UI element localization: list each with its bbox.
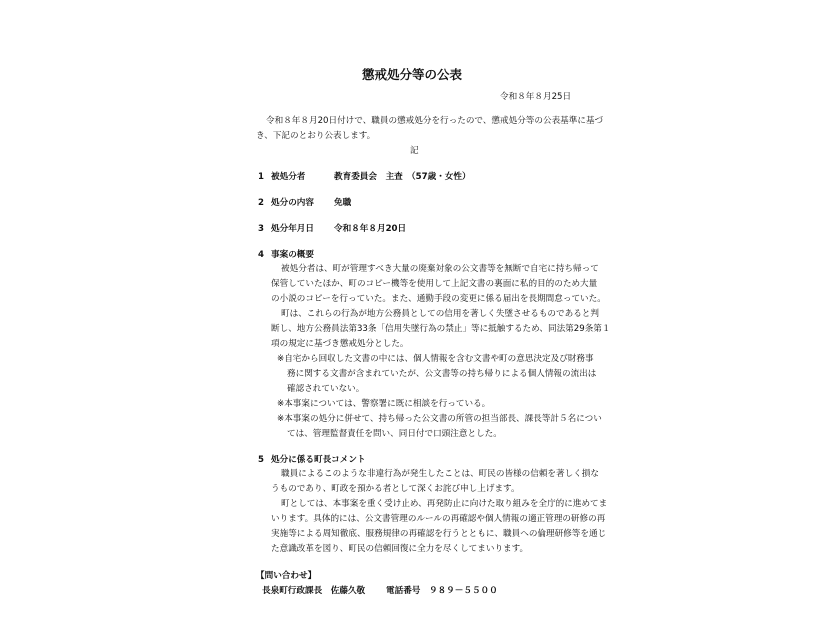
section-heading: 処分に係る町長コメント — [271, 455, 366, 465]
note-line: ては、管理監督責任を問い、同日付で口頭注意とした。 — [287, 429, 502, 439]
item-number: 2 — [258, 198, 264, 208]
item-label: 被処分者 — [271, 172, 306, 182]
contact-heading: 【問い合わせ】 — [256, 571, 317, 581]
section-line: うものであり、町政を預かる者として深くお詫び申し上げます。 — [271, 484, 520, 494]
section-line: の小説のコピーを行っていた。また、通勤手段の変更に係る届出を長期間怠っていた。 — [271, 294, 606, 304]
section-line: 町は、これらの行為が地方公務員としての信用を著しく失墜させるものであると判 — [281, 309, 599, 319]
note-line: ※本事案については、警察署に既に相談を行っている。 — [277, 399, 491, 409]
section-line: 項の規定に基づき懲戒処分とした。 — [271, 339, 409, 349]
item-value: 免職 — [334, 198, 352, 208]
section-line: 保管していたほか、町のコピー機等を使用して上記文書の裏面に私的目的のため大量 — [271, 279, 598, 289]
section-number: 4 — [258, 250, 264, 260]
intro-line: 令和８年８月20日付けで、職員の懲戒処分を行ったので、懲戒処分等の公表基準に基づ — [266, 116, 604, 126]
section-number: 5 — [258, 455, 264, 465]
item-label: 処分年月日 — [271, 224, 314, 234]
item-number: 3 — [258, 224, 264, 234]
section-line: た意識改革を図り、町民の信頼回復に全力を尽くしてまいります。 — [271, 544, 529, 554]
document-date: 令和８年８月25日 — [500, 92, 572, 102]
item-label: 処分の内容 — [271, 198, 314, 208]
section-line: 実施等による周知徹底、服務規律の再確認を行うとともに、職員への倫理研修等を通じ — [271, 529, 607, 539]
note-line: ※本事案の処分に併せて、持ち帰った公文書の所管の担当部長、課長等計５名につい — [277, 414, 602, 424]
ki-mark: 記 — [410, 146, 419, 156]
section-line: 被処分者は、町が管理すべき大量の廃棄対象の公文書等を無断で自宅に持ち帰って — [281, 264, 599, 274]
note-line: ※自宅から回収した文書の中には、個人情報を含む文書や町の意思決定及び財務事 — [277, 354, 594, 364]
document-title: 懲戒処分等の公表 — [362, 67, 463, 82]
note-line: 務に関する文書が含まれていたが、公文書等の持ち帰りによる個人情報の流出は — [287, 369, 597, 379]
contact-phone: 電話番号 ９８９－５５００ — [386, 586, 498, 596]
section-line: 断し、地方公務員法第33条「信用失墜行為の禁止」等に抵触するため、同法第29条第１ — [271, 324, 611, 334]
item-value: 教育委員会 主査 （57歳・女性） — [334, 172, 471, 182]
intro-line: き、下記のとおり公表します。 — [256, 131, 376, 141]
item-number: 1 — [258, 172, 264, 182]
section-heading: 事案の概要 — [271, 250, 314, 260]
section-line: 職員によるこのような非違行為が発生したことは、町民の皆様の信頼を著しく損な — [281, 469, 599, 479]
contact-person: 長泉町行政課長 佐藤久敬 — [262, 586, 366, 596]
section-line: いります。具体的には、公文書管理のルールの再確認や個人情報の適正管理の研修の再 — [271, 514, 606, 524]
note-line: 確認されていない。 — [287, 384, 365, 394]
item-value: 令和８年８月20日 — [334, 224, 407, 234]
section-line: 町としては、本事案を重く受け止め、再発防止に向けた取り組みを全庁的に進めてま — [281, 499, 608, 509]
